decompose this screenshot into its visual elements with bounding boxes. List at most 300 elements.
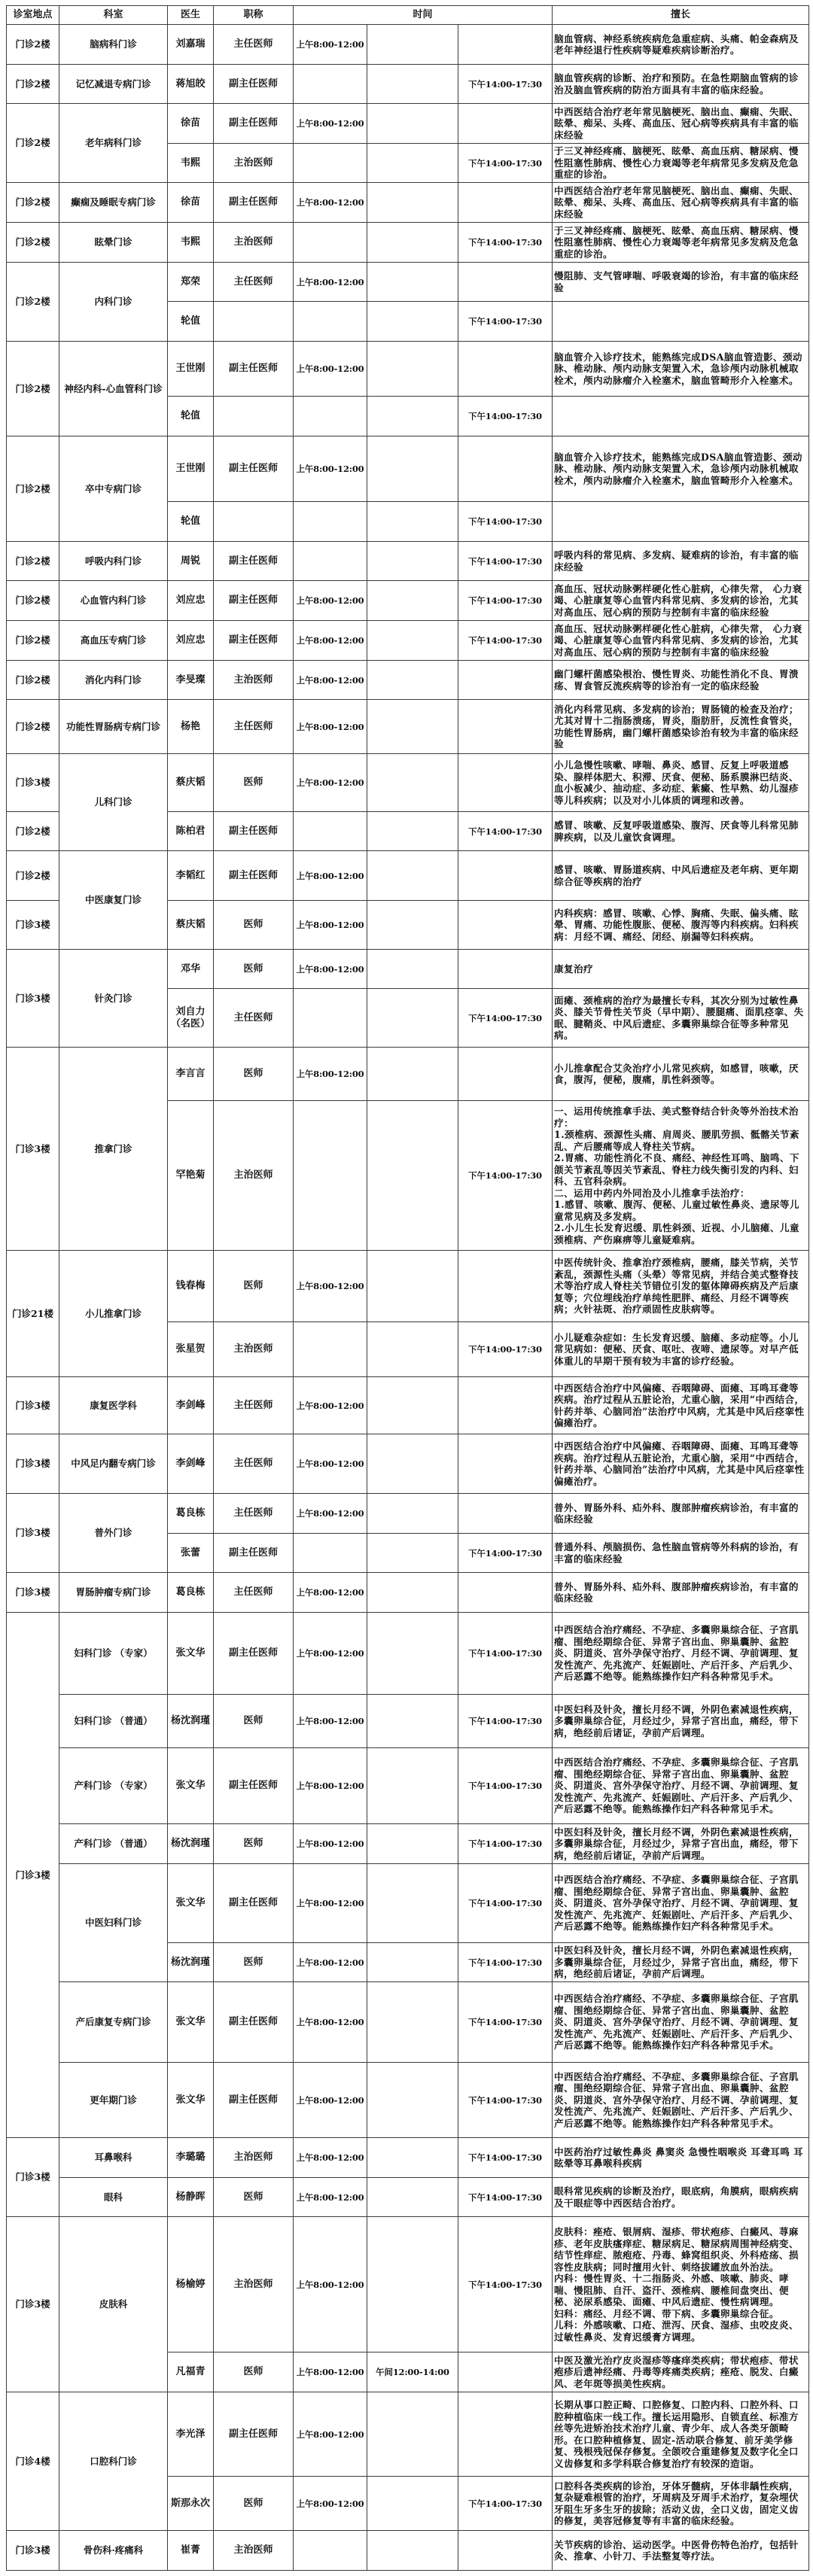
doctor-title: 医师 xyxy=(214,1824,294,1864)
doctor-name: 李璐璐 xyxy=(168,2138,214,2178)
morning-time: 上午8:00-12:00 xyxy=(294,1573,367,1613)
table-row xyxy=(7,2531,809,2571)
afternoon-time xyxy=(458,342,553,397)
department-cell: 中医妇科门诊 xyxy=(59,1864,168,1982)
table-row xyxy=(7,1613,809,1695)
noon-time xyxy=(367,1434,458,1494)
table-row xyxy=(7,2138,809,2178)
department-cell: 普外门诊 xyxy=(59,1494,168,1573)
specialty-text: 呼吸内科的常见病、多发病、疑难病的诊治，有丰富的临床经验 xyxy=(553,542,809,581)
afternoon-time: 下午14:00-17:30 xyxy=(458,989,553,1048)
morning-time: 上午8:00-12:00 xyxy=(294,950,367,989)
specialty-text: 中西医结合治疗老年常见脑梗死、脑出血、癫痫、失眠、眩晕、痴呆、头疼、高血压、冠心病等疾病具有丰富的临床经验 xyxy=(553,183,809,223)
specialty-text: 一、运用传统推拿手法、美式整脊结合针灸等外治技术治疗： 1.颈椎病、颈源性头痛、肩周炎、腰肌劳损、骶髂关节紊乱、产后腰痛等成人脊柱关节病。 2.胃痛、功能性消化不良、痛经、神经性耳鸣、脑鸣、下颌关节紊乱等因关节紊乱、脊柱力线失衡引发的内科、妇科、五官科杂病。 二、运用中药内外同治及小儿推拿手法治疗： 1.感冒、咳嗽、腹泻、便秘、儿童过敏性鼻炎、遗尿等儿童常见病及多发病。 2.小儿生长发育迟缓、肌性斜颈、近视、小儿脑瘫、儿童颈椎病、产伤麻痹等儿童疑难病。 xyxy=(553,1101,809,1251)
noon-time xyxy=(367,2477,458,2531)
noon-time xyxy=(367,65,458,104)
department-cell: 中风足内翻专病门诊 xyxy=(59,1434,168,1494)
specialty-text: 中医及激光治疗皮炎湿疹等瘙痒类疾病；带状疱疹、带状疱疹后遗神经痛、丹毒等疼痛类疾病；痤疮、脱发、白癜风、老年斑等损美性疾病。 xyxy=(553,2352,809,2392)
location-cell: 门诊3楼 xyxy=(7,1613,59,2138)
doctor-title: 医师 xyxy=(214,2178,294,2217)
doctor-title: 副主任医师 xyxy=(214,2063,294,2138)
noon-time xyxy=(367,2138,458,2178)
doctor-title: 副主任医师 xyxy=(214,1982,294,2063)
specialty-text: 普外、胃肠外科、疝外科、腹部肿瘤疾病诊治，有丰富的临床经验 xyxy=(553,1494,809,1534)
table-row xyxy=(7,661,809,700)
afternoon-time xyxy=(458,901,553,950)
doctor-title: 主治医师 xyxy=(214,1322,294,1377)
afternoon-time: 下午14:00-17:30 xyxy=(458,2217,553,2352)
table-row xyxy=(7,1434,809,1494)
noon-time xyxy=(367,2531,458,2571)
noon-time xyxy=(367,1573,458,1613)
doctor-name: 张蕾 xyxy=(168,1534,214,1573)
morning-time: 上午8:00-12:00 xyxy=(294,1864,367,1943)
noon-time xyxy=(367,1534,458,1573)
doctor-name: 李韬红 xyxy=(168,851,214,901)
doctor-name: 张文华 xyxy=(168,1613,214,1695)
morning-time: 上午8:00-12:00 xyxy=(294,851,367,901)
doctor-title: 主任医师 xyxy=(214,25,294,65)
doctor-name: 蔡庆韬 xyxy=(168,754,214,812)
location-cell: 门诊3楼 xyxy=(7,1494,59,1573)
location-cell: 门诊2楼 xyxy=(7,621,59,661)
morning-time: 上午8:00-12:00 xyxy=(294,661,367,700)
morning-time: 上午8:00-12:00 xyxy=(294,1613,367,1695)
afternoon-time xyxy=(458,661,553,700)
specialty-text: 于三叉神经疼痛、脑梗死、眩晕、高血压病、糖尿病、慢性阻塞性肺病、慢性心力衰竭等老年病常见多发病及危急重症的诊治。 xyxy=(553,223,809,263)
morning-time: 上午8:00-12:00 xyxy=(294,754,367,812)
morning-time: 上午8:00-12:00 xyxy=(294,183,367,223)
department-cell: 眼科 xyxy=(59,2178,168,2217)
doctor-title: 副主任医师 xyxy=(214,104,294,144)
specialty-text: 慢阻肺、支气管哮喘、呼吸衰竭的诊治，有丰富的临床经验 xyxy=(553,263,809,302)
afternoon-time: 下午14:00-17:30 xyxy=(458,1534,553,1573)
morning-time xyxy=(294,397,367,436)
morning-time: 上午8:00-12:00 xyxy=(294,1434,367,1494)
noon-time xyxy=(367,1695,458,1748)
specialty-text: 面瘫、颈椎病的治疗为最擅长专科，其次分别为过敏性鼻炎、膝关节骨性关节炎（早中期）、腰腿痛、面肌痉挛、失眠、腱鞘炎、中风后遗症、多囊卵巢综合征等多种常见病。 xyxy=(553,989,809,1048)
table-row xyxy=(7,1982,809,2063)
specialty-text: 中西医结合治疗痛经、不孕症、多囊卵巢综合征、子宫肌瘤、围绝经期综合征、异常子宫出血、卵巢囊肿、盆腔炎、阴道炎、宫外孕保守治疗、月经不调、孕前调理、复发性流产、先兆流产、妊娠剧吐、产后汗多、产后乳少、产后恶露不绝等。能熟练操作妇产科各种常见手术。 xyxy=(553,1982,809,2063)
specialty-text: 消化内科常见病、多发病的诊治；胃肠镜的检查及治疗；尤其对胃十二指肠溃疡，胃炎，脂肪肝，反流性食管炎，功能性胃肠病，幽门螺杆菌感染诊治有较为丰富的临床经验 xyxy=(553,700,809,754)
doctor-title: 医师 xyxy=(214,1943,294,1982)
doctor-title xyxy=(214,502,294,542)
noon-time xyxy=(367,1943,458,1982)
doctor-title xyxy=(214,397,294,436)
department-cell: 卒中专病门诊 xyxy=(59,436,168,542)
table-row xyxy=(7,2392,809,2477)
noon-time xyxy=(367,1377,458,1434)
doctor-name: 韦熙 xyxy=(168,144,214,183)
noon-time xyxy=(367,1048,458,1101)
table-row xyxy=(7,25,809,65)
doctor-name: 刘应忠 xyxy=(168,621,214,661)
morning-time: 上午8:00-12:00 xyxy=(294,2392,367,2477)
afternoon-time xyxy=(458,754,553,812)
noon-time xyxy=(367,851,458,901)
specialty-text: 脑血管病、神经系统疾病危急重症病、头痛、帕金森病及老年神经退行性疾病等疑难疾病诊断治疗。 xyxy=(553,25,809,65)
doctor-name: 崔菁 xyxy=(168,2531,214,2571)
location-cell: 门诊3楼 xyxy=(7,754,59,812)
doctor-name: 韦熙 xyxy=(168,223,214,263)
specialty-text: 康复治疗 xyxy=(553,950,809,989)
specialty-text: 中医传统针灸、推拿治疗颈椎病，腰痛，膝关节病，关节紊乱，颈源性头痛（头晕）等常见病，并结合美式整脊技术等治疗成人脊柱关节错位引发的躯体障碍疾病及产后康复等；穴位埋线治疗单纯性肥胖、痛经、月经不调等疾病；火针祛斑、治疗顽固性皮肤病等。 xyxy=(553,1251,809,1322)
morning-time xyxy=(294,1534,367,1573)
doctor-title: 副主任医师 xyxy=(214,183,294,223)
table-row xyxy=(7,950,809,989)
doctor-name: 李旻璨 xyxy=(168,661,214,700)
location-cell: 门诊3楼 xyxy=(7,901,59,950)
morning-time: 上午8:00-12:00 xyxy=(294,2178,367,2217)
doctor-title: 主治医师 xyxy=(214,144,294,183)
doctor-title: 医师 xyxy=(214,754,294,812)
doctor-title: 主治医师 xyxy=(214,1101,294,1251)
doctor-name: 杨沈润瑾 xyxy=(168,1695,214,1748)
doctor-name: 王世刚 xyxy=(168,436,214,502)
outpatient-schedule-table xyxy=(6,5,809,2571)
specialty-text: 中西医结合治疗中风偏瘫、吞咽障碍、面瘫、耳鸣耳聋等疾病。治疗过程从五脏论治，尤重心脑，采用“中西结合，针药并举、心脑同治”法治疗中风病，尤其是中风后痉挛性偏瘫治疗。 xyxy=(553,1377,809,1434)
location-cell: 门诊2楼 xyxy=(7,581,59,621)
location-cell: 门诊2楼 xyxy=(7,183,59,223)
noon-time xyxy=(367,1748,458,1824)
doctor-title: 主任医师 xyxy=(214,1573,294,1613)
noon-time xyxy=(367,342,458,397)
afternoon-time: 下午14:00-17:30 xyxy=(458,223,553,263)
doctor-name: 杨沈润瑾 xyxy=(168,1943,214,1982)
table-row xyxy=(7,621,809,661)
specialty-text: 高血压、冠状动脉粥样硬化性心脏病，心律失常， 心力衰竭、心脏康复等心血管内科常见病、多发病的诊治，尤其对高血压、冠心病的预防与控制有丰富的临床经验 xyxy=(553,621,809,661)
noon-time xyxy=(367,901,458,950)
doctor-title: 医师 xyxy=(214,2352,294,2392)
doctor-title: 主任医师 xyxy=(214,1377,294,1434)
morning-time: 上午8:00-12:00 xyxy=(294,25,367,65)
morning-time: 上午8:00-12:00 xyxy=(294,581,367,621)
table-row xyxy=(7,1864,809,1943)
noon-time xyxy=(367,263,458,302)
department-cell: 皮肤科 xyxy=(59,2217,168,2392)
table-row xyxy=(7,581,809,621)
department-cell: 神经内科-心血管科门诊 xyxy=(59,342,168,436)
afternoon-time: 下午14:00-17:30 xyxy=(458,1982,553,2063)
location-cell: 门诊3楼 xyxy=(7,1573,59,1613)
header-department: 科室 xyxy=(59,6,168,25)
doctor-name: 郑荣 xyxy=(168,263,214,302)
noon-time xyxy=(367,621,458,661)
doctor-title xyxy=(214,302,294,342)
department-cell: 产科门诊 （专家） xyxy=(59,1748,168,1824)
header-specialty: 擅长 xyxy=(553,6,809,25)
department-cell: 眩晕门诊 xyxy=(59,223,168,263)
header-time: 时间 xyxy=(294,6,553,25)
specialty-text: 皮肤科：痤疮、银屑病、湿疹、带状疱疹、白癜风、荨麻疹、老年皮肤瘙痒症、糖尿病足、糖尿病周围神经病变、结节性痒症、脓疱疮、丹毒、蜂窝组织炎、外科疮疡、损容性皮肤病；同时擅用火针、刺络拔罐放血外治法。 内科：慢性胃炎、十二指肠炎、外感、咳嗽、肺炎、哮喘、慢阻肺、自汗、盗汗、颈椎病、腰椎间盘突出、便秘、泌尿系感染、面瘫、中风后遗症、慢性病调理。 妇科：痛经、月经不调、带下病、多囊卵巢综合征。 儿科：外感咳嗽、口疮、泄泻、厌食、湿疹、虫咬皮炎、过敏性鼻炎、发育迟缓膏方调理。 xyxy=(553,2217,809,2352)
table-row xyxy=(7,1048,809,1101)
table-row xyxy=(7,851,809,901)
noon-time: 午间12:00-14:00 xyxy=(367,2352,458,2392)
table-row xyxy=(7,1377,809,1434)
noon-time xyxy=(367,502,458,542)
noon-time xyxy=(367,2217,458,2352)
location-cell: 门诊21楼 xyxy=(7,1251,59,1377)
department-cell: 高血压专病门诊 xyxy=(59,621,168,661)
doctor-title: 医师 xyxy=(214,1251,294,1322)
afternoon-time: 下午14:00-17:30 xyxy=(458,302,553,342)
noon-time xyxy=(367,1101,458,1251)
afternoon-time: 下午14:00-17:30 xyxy=(458,2063,553,2138)
doctor-name: 张文华 xyxy=(168,2063,214,2138)
specialty-text: 中医妇科及针灸，擅长月经不调，外阴色素减退性疾病，多囊卵巢综合征，月经过少，异常子宫出血，痛经，带下病，绝经前后诸证，孕前产后调理。 xyxy=(553,1695,809,1748)
table-row xyxy=(7,263,809,302)
doctor-name: 斯那永次 xyxy=(168,2477,214,2531)
doctor-name: 徐苗 xyxy=(168,183,214,223)
doctor-name: 杨沈润瑾 xyxy=(168,1824,214,1864)
department-cell: 内科门诊 xyxy=(59,263,168,342)
specialty-text: 中西医结合治疗痛经、不孕症、多囊卵巢综合征、子宫肌瘤、围绝经期综合征、异常子宫出血、卵巢囊肿、盆腔炎、阴道炎、宫外孕保守治疗、月经不调、孕前调理、复发性流产、先兆流产、妊娠剧吐、产后汗多、产后乳少、产后恶露不绝等。能熟练操作妇产科各种常见手术。 xyxy=(553,2063,809,2138)
noon-time xyxy=(367,1982,458,2063)
afternoon-time: 下午14:00-17:30 xyxy=(458,542,553,581)
morning-time: 上午8:00-12:00 xyxy=(294,1251,367,1322)
afternoon-time xyxy=(458,1434,553,1494)
specialty-text: 中医妇科及针灸，擅长月经不调，外阴色素减退性疾病，多囊卵巢综合征，月经过少，异常子宫出血，痛经，带下病，绝经前后诸证，孕前产后调理。 xyxy=(553,1943,809,1982)
location-cell: 门诊2楼 xyxy=(7,342,59,436)
specialty-text: 脑血管疾病的诊断、治疗和预防。在急性期脑血管病的诊治及脑血管疾病的防治方面具有丰富的临床经验。 xyxy=(553,65,809,104)
location-cell: 门诊3楼 xyxy=(7,950,59,1048)
doctor-title: 副主任医师 xyxy=(214,851,294,901)
afternoon-time xyxy=(458,950,553,989)
doctor-title: 医师 xyxy=(214,2477,294,2531)
table-row xyxy=(7,2063,809,2138)
doctor-title: 医师 xyxy=(214,1048,294,1101)
doctor-title: 主治医师 xyxy=(214,223,294,263)
morning-time xyxy=(294,65,367,104)
morning-time: 上午8:00-12:00 xyxy=(294,1748,367,1824)
doctor-name: 李光泽 xyxy=(168,2392,214,2477)
specialty-text: 内科疾病：感冒、咳嗽、心悸、胸痛、失眠、偏头痛、眩晕、胃痛、功能性腹胀、便秘、腹泻等内科疾病。妇科疾病：月经不调、痛经、闭经、崩漏等妇科疾病。 xyxy=(553,901,809,950)
department-cell: 心血管内科门诊 xyxy=(59,581,168,621)
doctor-name: 葛良栋 xyxy=(168,1494,214,1534)
morning-time: 上午8:00-12:00 xyxy=(294,436,367,502)
noon-time xyxy=(367,1494,458,1534)
doctor-name: 杨艳 xyxy=(168,700,214,754)
table-row xyxy=(7,436,809,502)
location-cell: 门诊2楼 xyxy=(7,65,59,104)
afternoon-time xyxy=(458,436,553,502)
header-doctor: 医生 xyxy=(168,6,214,25)
department-cell: 口腔科门诊 xyxy=(59,2392,168,2531)
specialty-text: 中西医结合治疗痛经、不孕症、多囊卵巢综合征、子宫肌瘤、围绝经期综合征、异常子宫出血、卵巢囊肿、盆腔炎、阴道炎、宫外孕保守治疗、月经不调、孕前调理、复发性流产、先兆流产、妊娠剧吐、产后汗多、产后乳少、产后恶露不绝等。能熟练操作妇产科各种常见手术。 xyxy=(553,1613,809,1695)
specialty-text xyxy=(553,397,809,436)
morning-time xyxy=(294,1101,367,1251)
morning-time: 上午8:00-12:00 xyxy=(294,2138,367,2178)
department-cell: 推拿门诊 xyxy=(59,1048,168,1251)
doctor-name: 王世刚 xyxy=(168,342,214,397)
department-cell: 儿科门诊 xyxy=(59,754,168,851)
noon-time xyxy=(367,2178,458,2217)
specialty-text: 普通外科、颅脑损伤、急性脑血管病等外科病的诊治，有丰富的临床经验 xyxy=(553,1534,809,1573)
table-row xyxy=(7,1695,809,1748)
specialty-text: 普外、胃肠外科、疝外科、腹部肿瘤疾病诊治，有丰富的临床经验 xyxy=(553,1573,809,1613)
specialty-text: 口腔科各类疾病的诊治，牙体牙髓病，牙体非龋性疾病，复杂疑难根管的治疗，牙周病及牙周手术治疗，复杂埋伏牙阻生牙多生牙的拔除；活动义齿，全口义齿，固定义齿的修复，美容冠修复等有丰富的临床经验。 xyxy=(553,2477,809,2531)
afternoon-time xyxy=(458,2392,553,2477)
doctor-title: 医师 xyxy=(214,1695,294,1748)
location-cell: 门诊2楼 xyxy=(7,851,59,901)
doctor-title: 副主任医师 xyxy=(214,65,294,104)
afternoon-time: 下午14:00-17:30 xyxy=(458,1695,553,1748)
morning-time: 上午8:00-12:00 xyxy=(294,1824,367,1864)
noon-time xyxy=(367,812,458,851)
specialty-text: 中医药治疗过敏性鼻炎 鼻窦炎 急慢性咽喉炎 耳聋耳鸣 耳眩晕等耳鼻喉科疾病 xyxy=(553,2138,809,2178)
table-row xyxy=(7,2217,809,2352)
morning-time xyxy=(294,2531,367,2571)
department-cell: 针灸门诊 xyxy=(59,950,168,1048)
doctor-name: 蔡庆韬 xyxy=(168,901,214,950)
header-title: 职称 xyxy=(214,6,294,25)
table-row xyxy=(7,542,809,581)
doctor-name: 凡福青 xyxy=(168,2352,214,2392)
doctor-title: 副主任医师 xyxy=(214,1613,294,1695)
doctor-name: 钱春梅 xyxy=(168,1251,214,1322)
location-cell: 门诊3楼 xyxy=(7,2138,59,2217)
specialty-text: 幽门螺杆菌感染根治、慢性胃炎、功能性消化不良、胃溃疡、胃食管反流疾病等的诊治有一定的临床经验 xyxy=(553,661,809,700)
department-cell: 脑病科门诊 xyxy=(59,25,168,65)
doctor-title: 主治医师 xyxy=(214,2138,294,2178)
morning-time xyxy=(294,502,367,542)
morning-time xyxy=(294,989,367,1048)
doctor-title: 副主任医师 xyxy=(214,342,294,397)
doctor-title: 主任医师 xyxy=(214,1434,294,1494)
noon-time xyxy=(367,1613,458,1695)
doctor-title: 副主任医师 xyxy=(214,581,294,621)
noon-time xyxy=(367,754,458,812)
doctor-title: 主任医师 xyxy=(214,989,294,1048)
department-cell: 呼吸内科门诊 xyxy=(59,542,168,581)
morning-time: 上午8:00-12:00 xyxy=(294,342,367,397)
table-row xyxy=(7,183,809,223)
morning-time xyxy=(294,812,367,851)
doctor-title: 副主任医师 xyxy=(214,436,294,502)
afternoon-time: 下午14:00-17:30 xyxy=(458,1748,553,1824)
afternoon-time xyxy=(458,104,553,144)
noon-time xyxy=(367,1322,458,1377)
department-cell: 妇科门诊 （普通） xyxy=(59,1695,168,1748)
table-row xyxy=(7,2178,809,2217)
afternoon-time: 下午14:00-17:30 xyxy=(458,397,553,436)
department-cell: 康复医学科 xyxy=(59,1377,168,1434)
specialty-text: 高血压、冠状动脉粥样硬化性心脏病，心律失常， 心力衰竭、心脏康复等心血管内科常见病、多发病的诊治，尤其对高血压、冠心病的预防与控制有丰富的临床经验 xyxy=(553,581,809,621)
afternoon-time: 下午14:00-17:30 xyxy=(458,65,553,104)
location-cell: 门诊3楼 xyxy=(7,1048,59,1251)
department-cell: 记忆减退专病门诊 xyxy=(59,65,168,104)
afternoon-time xyxy=(458,25,553,65)
table-row xyxy=(7,1748,809,1824)
doctor-name: 葛良栋 xyxy=(168,1573,214,1613)
doctor-name: 刘自力（名医） xyxy=(168,989,214,1048)
specialty-text: 小儿急慢性咳嗽、哮喘、鼻炎、感冒、反复上呼吸道感染、腺样体肥大、积滞、厌食、便秘、肠系膜淋巴结炎、血小板减少、抽动症、多动症、紫癜、性早熟、幼儿湿疹等儿科疾病；以及对小儿体质的调理和改善。 xyxy=(553,754,809,812)
afternoon-time xyxy=(458,2352,553,2392)
specialty-text: 脑血管介入诊疗技术，能熟练完成DSA脑血管造影、颈动脉、椎动脉、颅内动脉支架置入术，急诊颅内动脉机械取栓术，颅内动脉瘤介入栓塞术，脑血管畸形介入栓塞术。 xyxy=(553,436,809,502)
department-cell: 产科门诊 （普通） xyxy=(59,1824,168,1864)
table-row xyxy=(7,104,809,144)
noon-time xyxy=(367,989,458,1048)
table-row xyxy=(7,1251,809,1322)
noon-time xyxy=(367,1251,458,1322)
morning-time: 上午8:00-12:00 xyxy=(294,1695,367,1748)
doctor-name: 杨静晖 xyxy=(168,2178,214,2217)
afternoon-time xyxy=(458,1048,553,1101)
doctor-name: 轮值 xyxy=(168,397,214,436)
doctor-name: 罕艳菊 xyxy=(168,1101,214,1251)
afternoon-time xyxy=(458,263,553,302)
specialty-text: 中西医结合治疗中风偏瘫、吞咽障碍、面瘫、耳鸣耳聋等疾病。治疗过程从五脏论治，尤重心脑，采用“中西结合，针药并举、心脑同治”法治疗中风病，尤其是中风后痉挛性偏瘫治疗。 xyxy=(553,1434,809,1494)
specialty-text: 眼科常见疾病的诊断及治疗，眼底病，角膜病，眼病疾病及干眼症等中西医结合治疗。 xyxy=(553,2178,809,2217)
doctor-name: 陈柏君 xyxy=(168,812,214,851)
specialty-text: 中西医结合治疗痛经、不孕症、多囊卵巢综合征、子宫肌瘤、围绝经期综合征、异常子宫出血、卵巢囊肿、盆腔炎、阴道炎、宫外孕保守治疗、月经不调、孕前调理、复发性流产、先兆流产、妊娠剧吐、产后汗多、产后乳少、产后恶露不绝等。能熟练操作妇产科各种常见手术。 xyxy=(553,1748,809,1824)
noon-time xyxy=(367,223,458,263)
schedule-body xyxy=(7,25,809,2571)
noon-time xyxy=(367,2063,458,2138)
morning-time: 上午8:00-12:00 xyxy=(294,901,367,950)
location-cell: 门诊3楼 xyxy=(7,2531,59,2571)
afternoon-time: 下午14:00-17:30 xyxy=(458,2477,553,2531)
afternoon-time: 下午14:00-17:30 xyxy=(458,581,553,621)
doctor-title: 医师 xyxy=(214,901,294,950)
doctor-title: 副主任医师 xyxy=(214,2392,294,2477)
noon-time xyxy=(367,25,458,65)
morning-time: 上午8:00-12:00 xyxy=(294,263,367,302)
noon-time xyxy=(367,661,458,700)
location-cell: 门诊2楼 xyxy=(7,263,59,342)
morning-time: 上午8:00-12:00 xyxy=(294,1377,367,1434)
table-row xyxy=(7,700,809,754)
morning-time: 上午8:00-12:00 xyxy=(294,2217,367,2352)
header-location: 诊室地点 xyxy=(7,6,59,25)
afternoon-time: 下午14:00-17:30 xyxy=(458,1613,553,1695)
specialty-text: 关节疾病的诊治、运动医学。中医骨伤特色治疗，包括针灸、推拿、小针刀、手法整复等疗法。 xyxy=(553,2531,809,2571)
afternoon-time: 下午14:00-17:30 xyxy=(458,2178,553,2217)
location-cell: 门诊2楼 xyxy=(7,812,59,851)
department-cell: 癫痫及睡眠专病门诊 xyxy=(59,183,168,223)
morning-time: 上午8:00-12:00 xyxy=(294,1943,367,1982)
noon-time xyxy=(367,2392,458,2477)
noon-time xyxy=(367,436,458,502)
morning-time: 上午8:00-12:00 xyxy=(294,621,367,661)
specialty-text: 脑血管介入诊疗技术，能熟练完成DSA脑血管造影、颈动脉、椎动脉、颅内动脉支架置入术，急诊颅内动脉机械取栓术，颅内动脉瘤介入栓塞术，脑血管畸形介入栓塞术。 xyxy=(553,342,809,397)
noon-time xyxy=(367,700,458,754)
department-cell: 中医康复门诊 xyxy=(59,851,168,950)
doctor-title: 主治医师 xyxy=(214,661,294,700)
afternoon-time: 下午14:00-17:30 xyxy=(458,1824,553,1864)
afternoon-time: 下午14:00-17:30 xyxy=(458,1943,553,1982)
morning-time xyxy=(294,302,367,342)
afternoon-time xyxy=(458,700,553,754)
specialty-text: 感冒、咳嗽、反复呼吸道感染、腹泻、厌食等儿科常见肺脾疾病，以及儿童饮食调理。 xyxy=(553,812,809,851)
specialty-text: 中医妇科及针灸，擅长月经不调，外阴色素减退性疾病，多囊卵巢综合征，月经过少，异常子宫出血，痛经，带下病，绝经前后诸证，孕前产后调理。 xyxy=(553,1824,809,1864)
specialty-text: 中西医结合治疗老年常见脑梗死、脑出血、癫痫、失眠、眩晕、痴呆、头疼、高血压、冠心病等疾病具有丰富的临床经验 xyxy=(553,104,809,144)
location-cell: 门诊2楼 xyxy=(7,223,59,263)
doctor-title: 副主任医师 xyxy=(214,1864,294,1943)
afternoon-time xyxy=(458,1494,553,1534)
doctor-title: 副主任医师 xyxy=(214,812,294,851)
morning-time: 上午8:00-12:00 xyxy=(294,1494,367,1534)
afternoon-time: 下午14:00-17:30 xyxy=(458,502,553,542)
doctor-name: 徐苗 xyxy=(168,104,214,144)
morning-time: 上午8:00-12:00 xyxy=(294,2352,367,2392)
afternoon-time xyxy=(458,1377,553,1434)
location-cell: 门诊2楼 xyxy=(7,700,59,754)
noon-time xyxy=(367,1864,458,1943)
specialty-text xyxy=(553,302,809,342)
noon-time xyxy=(367,302,458,342)
table-row xyxy=(7,342,809,397)
